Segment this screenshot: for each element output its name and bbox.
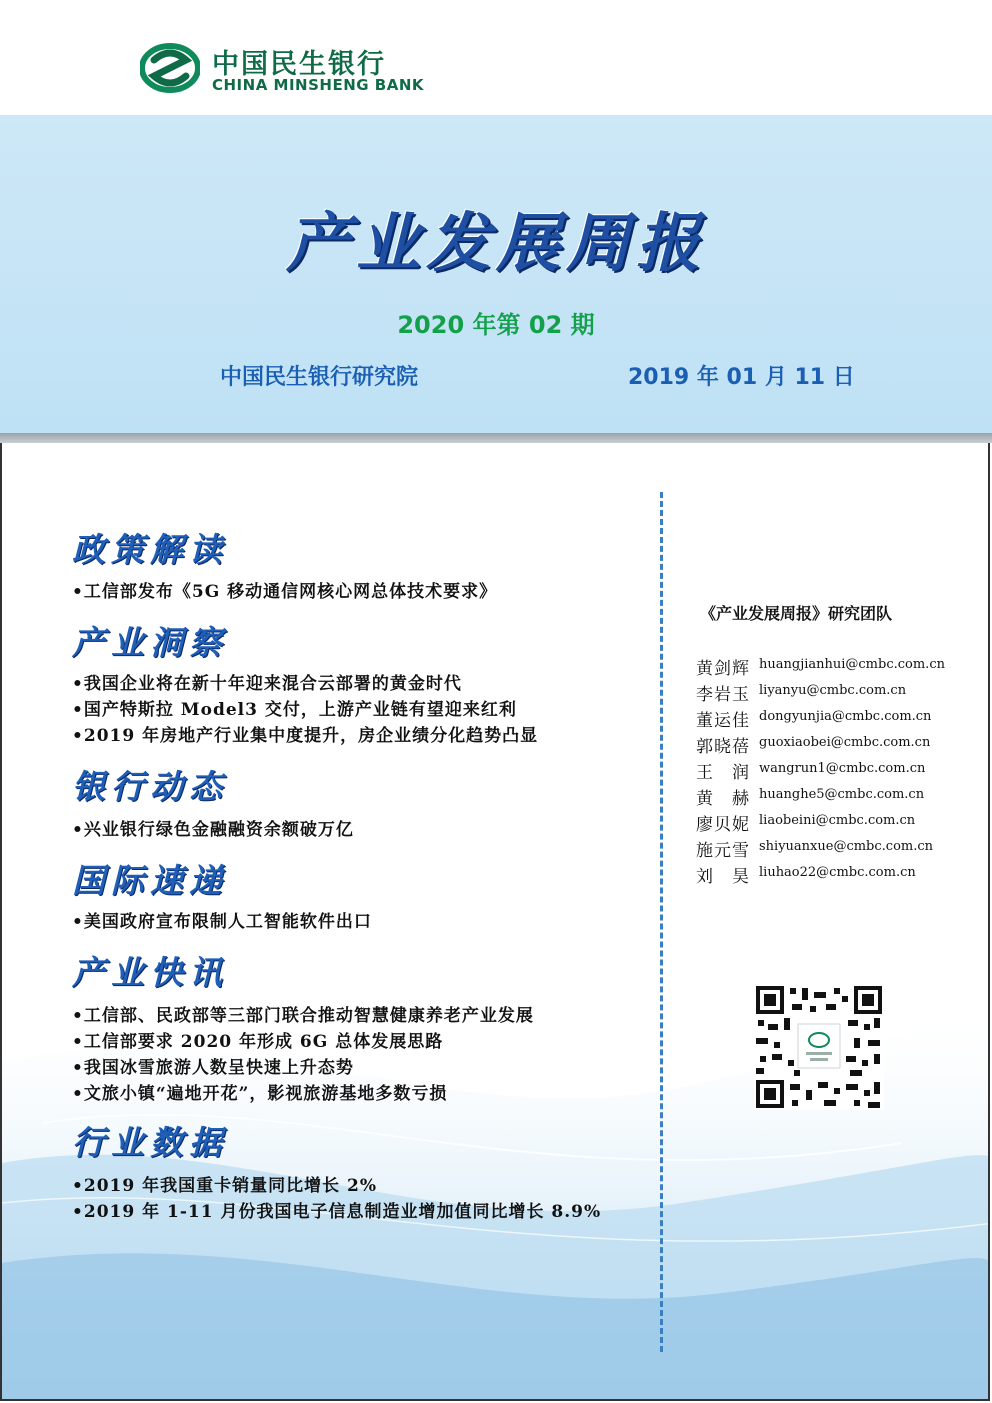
report-title: 产业发展周报 [286, 207, 706, 281]
institute-name: 中国民生银行研究院 [220, 365, 419, 390]
section-title-policy: 政策解读 [72, 530, 228, 569]
list-item: •国产特斯拉 Model3 交付，上游产业链有望迎来红利 [72, 700, 517, 720]
list-item: •2019 年 1-11 月份我国电子信息制造业增加值同比增长 8.9% [72, 1202, 602, 1222]
member-name: 刘 昊 [696, 867, 750, 887]
member-name: 郭晓蓓 [696, 737, 750, 757]
bank-logo [140, 38, 440, 98]
list-item: •工信部要求 2020 年形成 6G 总体发展思路 [72, 1032, 444, 1052]
list-item: •工信部、民政部等三部门联合推动智慧健康养老产业发展 [72, 1006, 534, 1026]
list-item: •兴业银行绿色金融融资余额破万亿 [72, 820, 354, 840]
list-item: •我国企业将在新十年迎来混合云部署的黄金时代 [72, 674, 462, 694]
logo-english-name: CHINA MINSHENG BANK [212, 76, 424, 94]
member-email[interactable]: liaobeini@cmbc.com.cn [759, 813, 916, 828]
list-item: •2019 年我国重卡销量同比增长 2% [72, 1176, 377, 1196]
member-email[interactable]: wangrun1@cmbc.com.cn [759, 761, 926, 776]
logo-chinese-name: 中国民生银行 [212, 49, 386, 80]
section-title-international: 国际速递 [72, 861, 228, 900]
list-item: •文旅小镇“遍地开花”，影视旅游基地多数亏损 [72, 1084, 448, 1104]
member-name: 施元雪 [696, 841, 750, 861]
section-title-industry-insight: 产业洞察 [72, 623, 228, 662]
member-email[interactable]: shiyuanxue@cmbc.com.cn [759, 839, 934, 854]
column-divider [660, 492, 663, 1352]
member-name: 廖贝妮 [696, 815, 750, 835]
team-title: 《产业发展周报》研究团队 [700, 604, 893, 623]
member-name: 黄剑辉 [696, 659, 750, 679]
band-divider [0, 433, 992, 443]
issue-number: 2020 年第 02 期 [397, 311, 595, 339]
member-email[interactable]: dongyunjia@cmbc.com.cn [759, 709, 932, 724]
list-item: •工信部发布《5G 移动通信网核心网总体技术要求》 [72, 582, 498, 602]
list-item: •2019 年房地产行业集中度提升，房企业绩分化趋势凸显 [72, 726, 539, 746]
member-name: 李岩玉 [696, 685, 750, 705]
section-title-industry-news: 产业快讯 [72, 953, 228, 992]
member-name: 董运佳 [696, 711, 750, 731]
member-email[interactable]: liuhao22@cmbc.com.cn [759, 865, 916, 880]
section-title-industry-data: 行业数据 [72, 1123, 228, 1162]
member-email[interactable]: huangjianhui@cmbc.com.cn [759, 657, 945, 672]
member-email[interactable]: guoxiaobei@cmbc.com.cn [759, 735, 931, 750]
member-email[interactable]: liyanyu@cmbc.com.cn [759, 683, 907, 698]
minsheng-logo-icon [140, 38, 200, 98]
member-name: 黄 赫 [696, 789, 750, 809]
list-item: •我国冰雪旅游人数呈快速上升态势 [72, 1058, 354, 1078]
qr-code-icon[interactable] [754, 984, 884, 1110]
section-title-bank-news: 银行动态 [72, 767, 228, 806]
member-email[interactable]: huanghe5@cmbc.com.cn [759, 787, 925, 802]
member-name: 王 润 [696, 763, 750, 783]
list-item: •美国政府宣布限制人工智能软件出口 [72, 912, 372, 932]
report-date: 2019 年 01 月 11 日 [628, 365, 855, 390]
